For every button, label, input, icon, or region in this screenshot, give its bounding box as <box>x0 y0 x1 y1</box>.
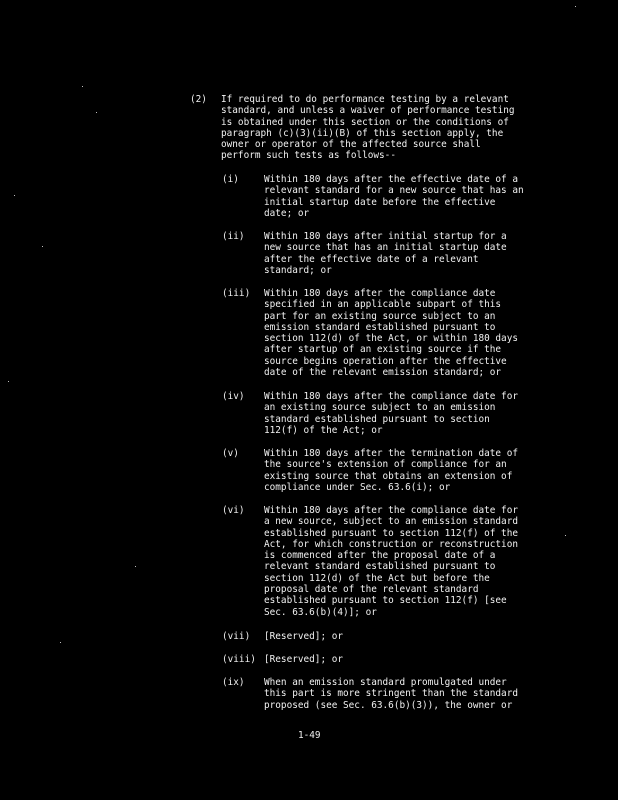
item-label: (ix) <box>222 677 245 688</box>
item-label: (iv) <box>222 391 245 402</box>
item-label: (v) <box>222 448 239 459</box>
item-text: When an emission standard promulgated under this part is more stringent than the standard proposed (see Sec. 63.6(b)(3)), the owner or <box>264 677 518 711</box>
item-text: [Reserved]; or <box>264 654 344 665</box>
paragraph-label: (2) <box>190 94 207 105</box>
item-label: (ii) <box>222 231 245 242</box>
scan-speck <box>42 246 43 247</box>
item-text: Within 180 days after the compliance date for a new source, subject to an emission standard established pursuant to section 112(f) of the Act, for which construction or reconstruction is commenced after the proposal date of a relevant standard established pursuant to section 112(d) of the Act but before the proposal date of the relevant standard established pursuant to section 112(f) [see Sec. 63.6(b)(4)]; or <box>264 505 518 618</box>
paragraph-text: If required to do performance testing by a relevant standard, and unless a waiver of performance testing is obtained under this section or the conditions of paragraph (c)(3)(ii)(B) of this section apply, the owner or operator of the affected source shall perform such tests as follows-- <box>221 94 515 162</box>
item-text: Within 180 days after the termination date of the source's extension of compliance for an existing source that obtains an extension of compliance under Sec. 63.6(i); or <box>264 448 518 493</box>
scan-speck <box>135 566 136 567</box>
item-text: Within 180 days after the compliance date for an existing source subject to an emission standard established pursuant to section 112(f) of the Act; or <box>264 391 518 436</box>
scan-speck <box>96 112 97 113</box>
item-text: Within 180 days after the effective date of a relevant standard for a new source that has an initial startup date before the effective date; or <box>264 174 524 219</box>
item-label: (vii) <box>222 631 251 642</box>
item-text: Within 180 days after initial startup for a new source that has an initial startup date after the effective date of a relevant standard; or <box>264 231 507 276</box>
page-number: 1-49 <box>298 730 321 741</box>
item-text: Within 180 days after the compliance date specified in an applicable subpart of this part for an existing source subject to an emission standard established pursuant to section 112(d) of the Act, or within 180 days after startup of an existing source if the source begins operation after the effective date of the relevant emission standard; or <box>264 288 518 379</box>
scan-speck <box>565 535 566 536</box>
item-label: (vi) <box>222 505 245 516</box>
scan-speck <box>82 86 83 87</box>
item-text: [Reserved]; or <box>264 631 344 642</box>
scan-speck <box>60 642 61 643</box>
item-label: (i) <box>222 174 239 185</box>
scan-speck <box>575 6 576 7</box>
scan-speck <box>14 195 15 196</box>
scan-speck <box>8 381 9 382</box>
item-label: (iii) <box>222 288 251 299</box>
item-label: (viii) <box>222 654 256 665</box>
